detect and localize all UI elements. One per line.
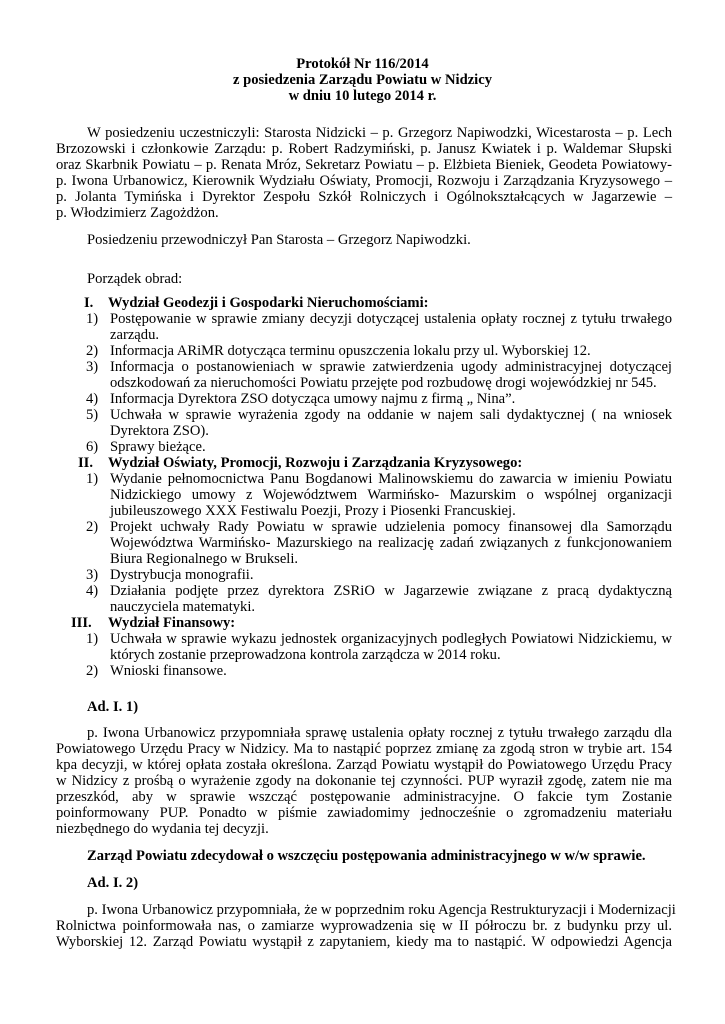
item-text: Działania podjęte przez dyrektora ZSRiO w Jagarzewie związane z pracą dydaktyczną [110,583,672,599]
item-text: odszkodowań za nieruchomości Powiatu przejęte pod rozbudowę drogi wojewódzkiej nr 545. [110,375,657,391]
item-number: 5) [86,407,99,423]
item-text: zarządu. [110,327,160,343]
item-number: 1) [86,631,99,647]
item-text: Biura Regionalnego w Brukseli. [110,551,299,567]
intro-line: p. Iwona Urbanowicz, Kierownik Wydziału Oświaty, Promocji, Rozwoju i Zarządzania Kryzysowego – [56,173,672,189]
item-text: Wydanie pełnomocnictwa Panu Bogdanowi Malinowskiemu do zawarcia w imieniu Powiatu [110,471,672,487]
item-number: 1) [86,471,99,487]
paragraph-line: poinformowany PUP. Ponadto w piśmie zawiadomimy jednocześnie o zgromadzeniu materiału [56,805,672,821]
item-text: Nidzickiego umowy z Województwem Warmińsko- Mazurskim o wspólnej organizacji [110,487,672,503]
document-date: w dniu 10 lutego 2014 r. [288,88,437,104]
item-text: Sprawy bieżące. [110,439,206,455]
intro-line: W posiedzeniu uczestniczyli: Starosta Nidzicki – p. Grzegorz Napiwodzki, Wicestarosta – p. Lech [87,125,672,141]
chair-statement: Posiedzeniu przewodniczył Pan Starosta – Grzegorz Napiwodzki. [87,232,471,248]
item-number: 3) [86,359,99,375]
item-number: 1) [86,311,99,327]
intro-line: p. Włodzimierz Zagożdżon. [56,205,219,221]
item-text: Postępowanie w sprawie zmiany decyzji dotyczącej ustalenia opłaty rocznej z tytułu trwałego [110,311,672,327]
item-text: Uchwała w sprawie wykazu jednostek organizacyjnych podległych Powiatowi Nidzickiemu, w [110,631,672,647]
intro-line: oraz Skarbnik Powiatu – p. Renata Mróz, Sekretarz Powiatu – p. Elżbieta Bieniek, Geodeta Powiatowy- [56,157,672,173]
paragraph-line: p. Iwona Urbanowicz przypomniała, że w poprzednim roku Agencja Restrukturyzacji i Modernizacji [87,902,676,918]
paragraph-line: Wyborskiej 12. Zarząd Powiatu wystąpił z zapytaniem, kiedy ma to nastąpić. W odpowiedzi Agencja [56,934,672,950]
section-title: Wydział Oświaty, Promocji, Rozwoju i Zarządzania Kryzysowego: [108,455,523,471]
item-text: których zostanie przeprowadzona kontrola zarządcza w 2014 roku. [110,647,501,663]
item-text: Informacja o postanowieniach w sprawie zatwierdzenia ugody administracyjnej dotyczącej [110,359,672,375]
document-subtitle: z posiedzenia Zarządu Powiatu w Nidzicy [232,72,493,88]
paragraph-line: przeszkód, aby w sprawie wszcząć postępowanie administracyjne. O fakcie tym Zostanie [56,789,672,805]
decision-statement: Zarząd Powiatu zdecydował o wszczęciu postępowania administracyjnego w w/w sprawie. [87,848,646,864]
section-number: I. [84,295,94,311]
item-number: 2) [86,519,99,535]
item-text: Informacja Dyrektora ZSO dotycząca umowy najmu z firmą „ Nina”. [110,391,516,407]
agenda-label: Porządek obrad: [87,271,183,287]
item-text: jubileuszowego XXX Festiwalu Poezji, Prozy i Piosenki Francuskiej. [110,503,516,519]
item-text: Wnioski finansowe. [110,663,227,679]
item-number: 3) [86,567,99,583]
item-text: Województwa Warmińsko- Mazurskiego na realizację zadań związanych z funkcjonowaniem [110,535,672,551]
intro-line: p. Jolanta Tymińska i Dyrektor Zespołu Szkół Rolniczych i Ogólnokształcących w Jagarzewie – [56,189,672,205]
paragraph-line: Rolnictwa poinformowała nas, o zamiarze wyprowadzenia się w II półroczu br. z budynku przy ul. [56,918,672,934]
item-number: 2) [86,663,99,679]
ad-heading: Ad. I. 2) [87,875,139,891]
item-text: nauczyciela matematyki. [110,599,256,615]
section-title: Wydział Geodezji i Gospodarki Nieruchomościami: [108,295,429,311]
paragraph-line: p. Iwona Urbanowicz przypomniała sprawę ustalenia opłaty rocznej z tytułu trwałego zarządu dla [87,725,672,741]
item-number: 4) [86,391,99,407]
item-number: 2) [86,343,99,359]
item-number: 4) [86,583,99,599]
item-text: Dystrybucja monografii. [110,567,254,583]
item-text: Uchwała w sprawie wyrażenia zgody na oddanie w najem sali dydaktycznej ( na wniosek [110,407,672,423]
paragraph-line: w Nidzicy z prośbą o wyrażenie zgody na dokonanie tej czynności. PUP wyraził zgodę, zatem nie ma [56,773,672,789]
paragraph-line: niezbędnego do wydania tej decyzji. [56,821,269,837]
item-text: Informacja ARiMR dotycząca terminu opuszczenia lokalu przy ul. Wyborskiej 12. [110,343,591,359]
item-text: Projekt uchwały Rady Powiatu w sprawie udzielenia pomocy finansowej dla Samorządu [110,519,672,535]
item-text: Dyrektora ZSO). [110,423,209,439]
item-number: 6) [86,439,99,455]
paragraph-line: Powiatowego Urzędu Pracy w Nidzicy. Ma to nastąpić poprzez zmianę za zgodą stron w trybie art. 154 [56,741,672,757]
paragraph-line: kpa decyzji, w której opłata została określona. Zarząd Powiatu wystąpił do Powiatowego Urzędu Pracy [56,757,672,773]
section-number: III. [71,615,92,631]
section-number: II. [78,455,94,471]
intro-line: Brzozowski i członkowie Zarządu: p. Robert Radzymiński, p. Janusz Kwiatek i p. Waldemar Słupski [56,141,672,157]
document-title: Protokół Nr 116/2014 [296,56,429,72]
ad-heading: Ad. I. 1) [87,699,139,715]
section-title: Wydział Finansowy: [108,615,236,631]
